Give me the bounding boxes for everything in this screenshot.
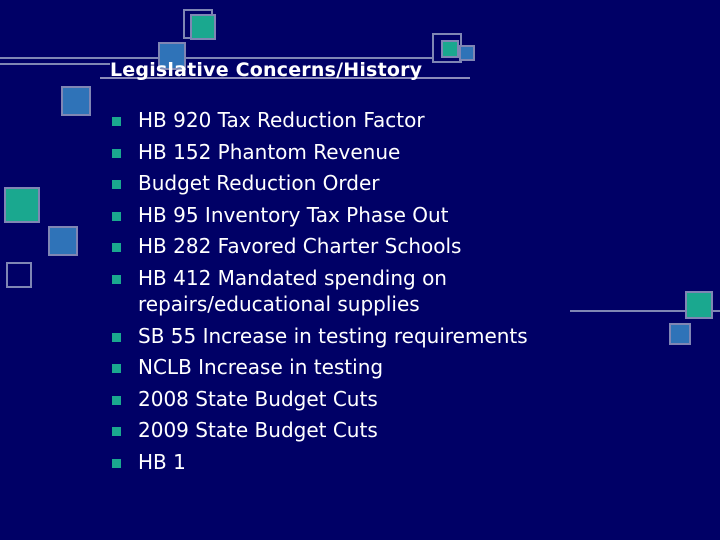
list-item: [112, 354, 582, 380]
bullet-text: HB 95 Inventory Tax Phase Out: [138, 202, 449, 227]
square-bullet-icon: [112, 180, 121, 189]
bullet-text: NCLB Increase in testing: [138, 355, 384, 380]
list-item: [112, 386, 582, 412]
square-bullet-icon: [112, 275, 121, 284]
bullet-text: HB 920 Tax Reduction Factor: [138, 108, 425, 132]
square-bullet-icon: [112, 333, 121, 342]
decor-square: [48, 226, 78, 256]
bullet-list: [112, 107, 582, 481]
square-bullet-icon: [112, 396, 121, 405]
decor-square: [685, 291, 713, 319]
list-item: [112, 107, 582, 133]
decor-square: [6, 262, 32, 288]
list-item: [112, 323, 582, 349]
bullet-text: HB 1: [138, 449, 186, 474]
square-bullet-icon: [112, 212, 121, 221]
decor-square: [669, 323, 691, 345]
decor-square: [190, 14, 216, 40]
list-item: [112, 449, 582, 475]
list-item: [112, 417, 582, 443]
list-item: [112, 233, 582, 259]
bullet-text: HB 412 Mandated spending on repairs/educational supplies: [138, 265, 447, 316]
square-bullet-icon: [112, 364, 121, 373]
square-bullet-icon: [112, 149, 121, 158]
square-bullet-icon: [112, 459, 121, 468]
list-item: [112, 170, 582, 196]
list-item: [112, 265, 458, 317]
decor-square: [61, 86, 91, 116]
list-item: [112, 202, 582, 228]
decor-square: [441, 40, 459, 58]
decor-square: [459, 45, 475, 61]
square-bullet-icon: [112, 117, 121, 126]
bullet-text: Budget Reduction Order: [138, 171, 380, 196]
bullet-text: HB 282 Favored Charter Schools: [138, 234, 462, 259]
square-bullet-icon: [112, 243, 121, 252]
square-bullet-icon: [112, 427, 121, 436]
list-item: [112, 139, 582, 165]
bullet-text: HB 152 Phantom Revenue: [138, 139, 401, 164]
decor-line-upper: [0, 63, 110, 65]
bullet-text: SB 55 Increase in testing requirements: [138, 323, 528, 348]
bullet-text: 2008 State Budget Cuts: [138, 386, 378, 411]
slide-title: Legislative Concerns/History: [110, 59, 423, 81]
decor-square: [4, 187, 40, 223]
bullet-text: 2009 State Budget Cuts: [138, 418, 378, 443]
